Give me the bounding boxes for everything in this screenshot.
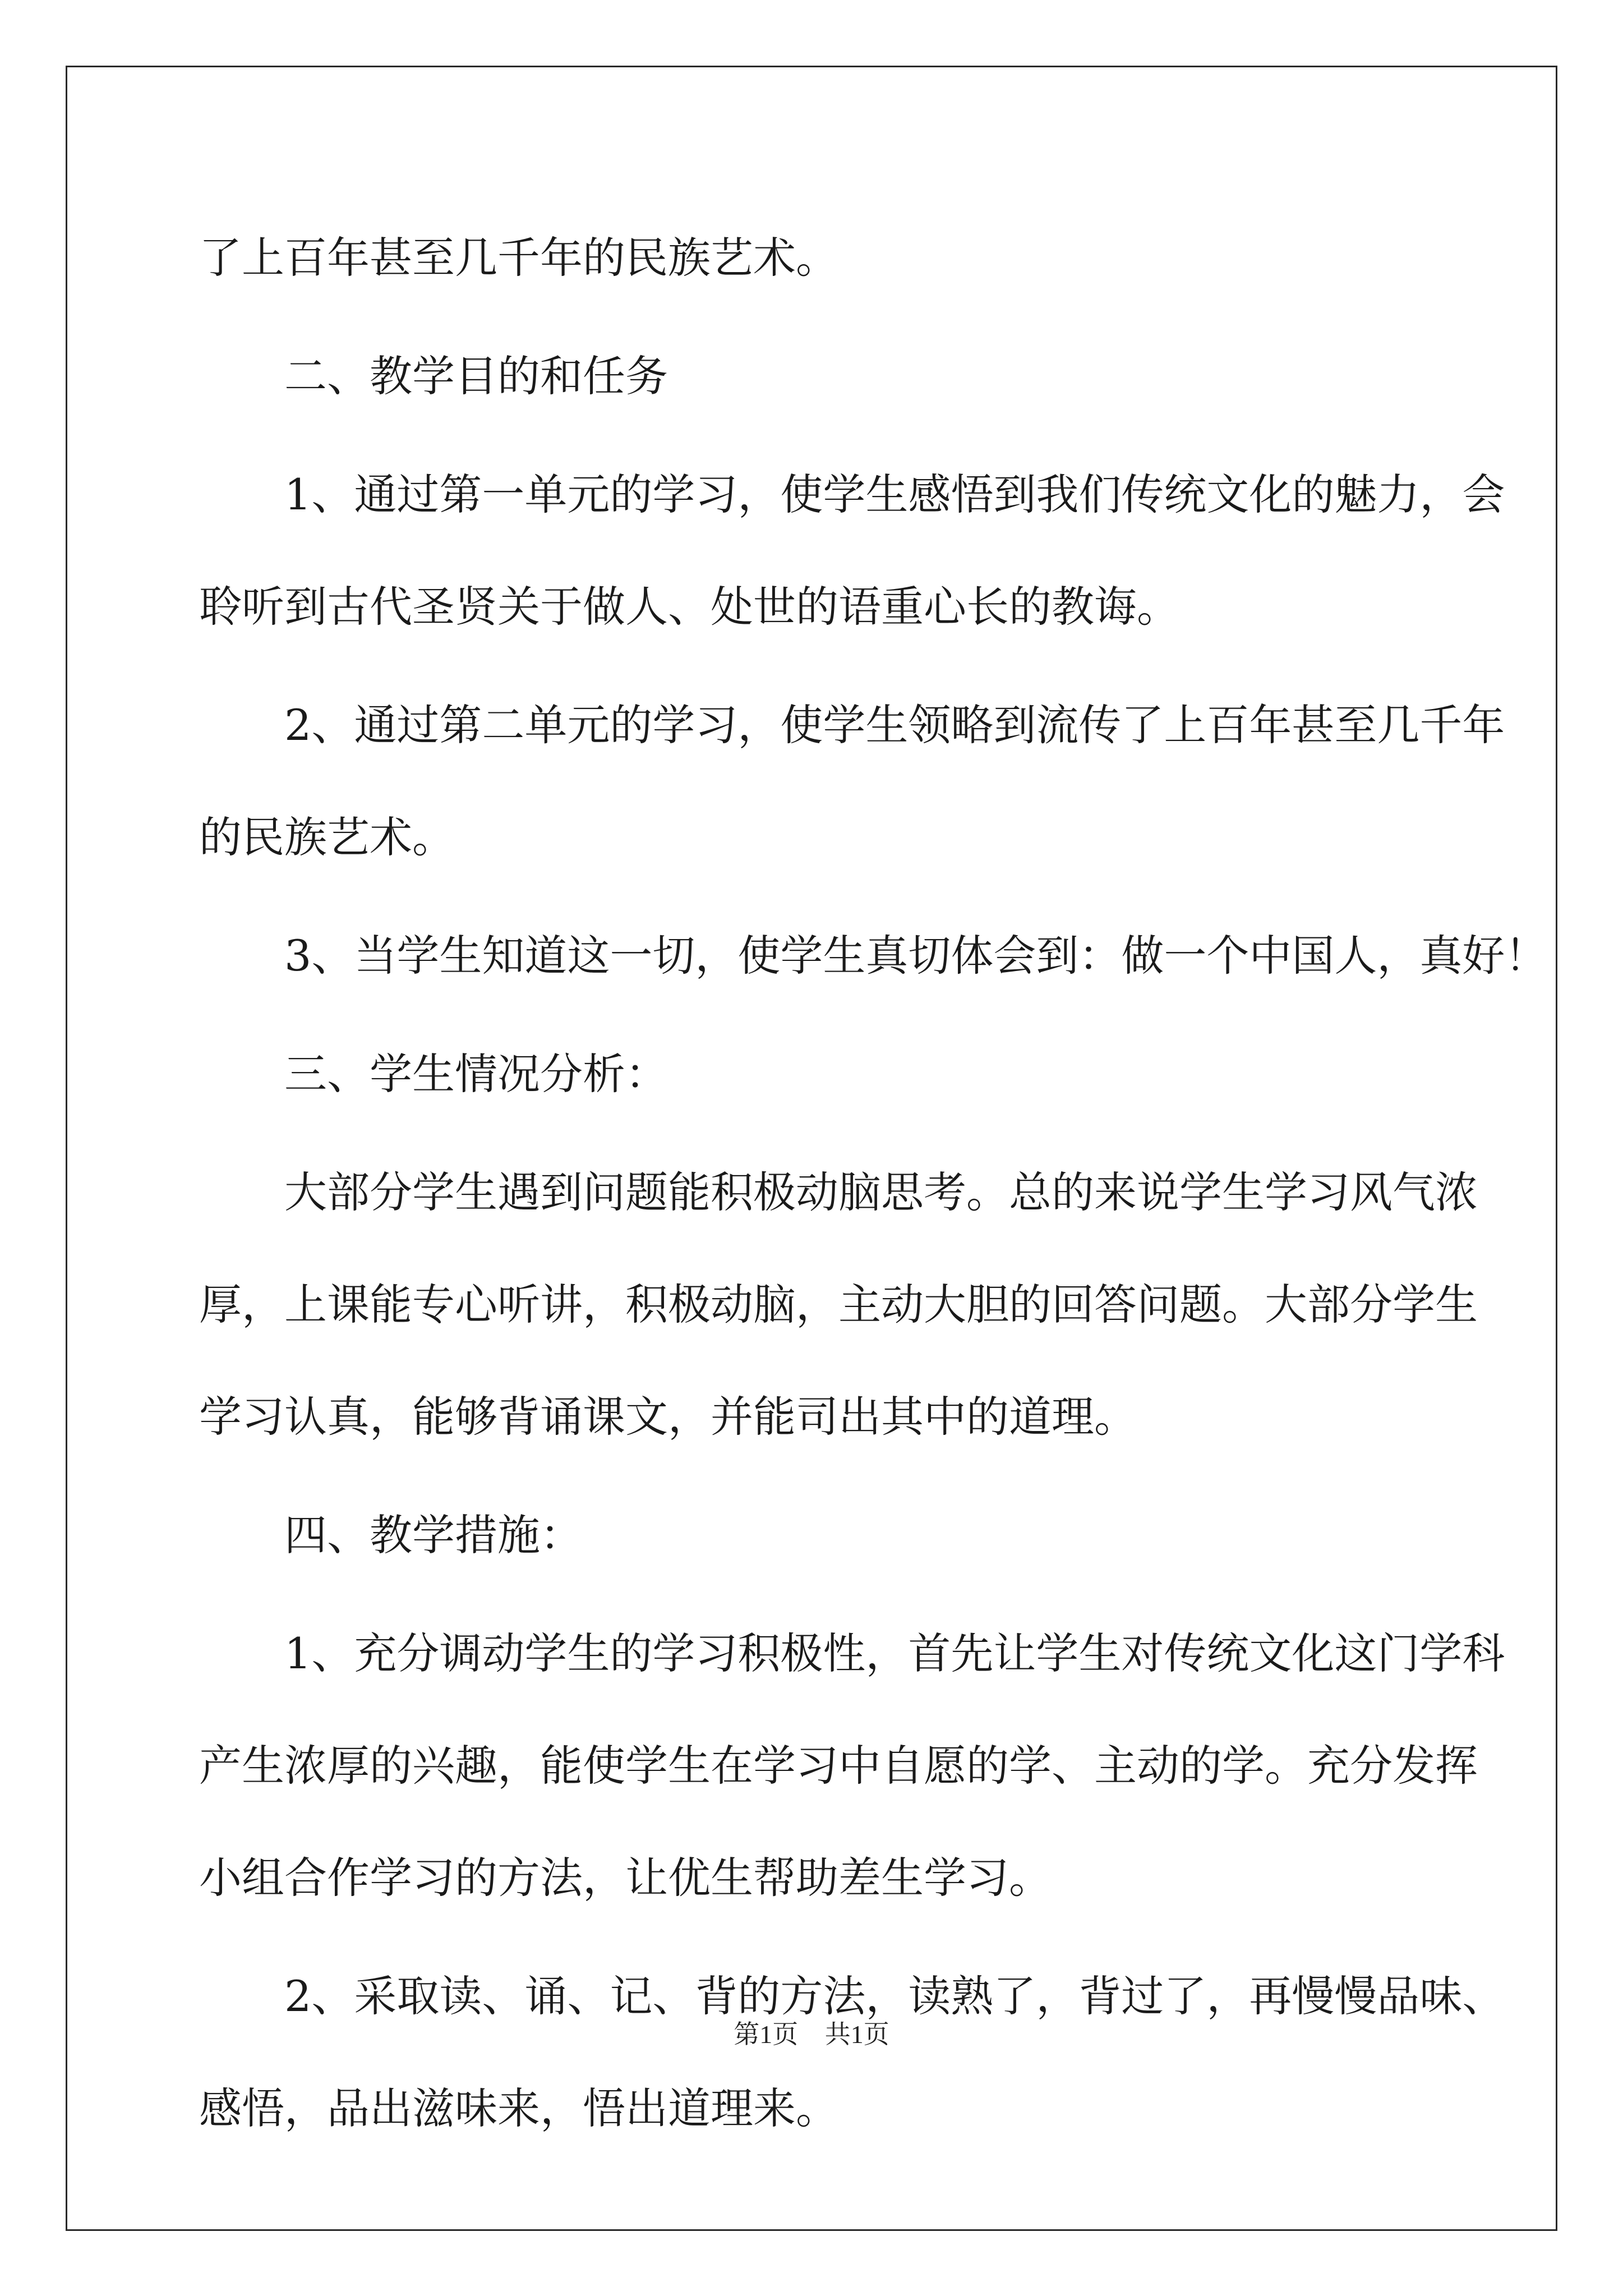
- page-number-total: 共1页: [824, 2020, 889, 2049]
- paragraph: [199, 1598, 1505, 1934]
- text-line: 2、通过第二单元的学习，使学生领略到流传了上百年甚至几千年: [284, 700, 1505, 750]
- text-line: 感悟，品出滋味来，悟出道理来。: [199, 2083, 838, 2133]
- document-body: [199, 202, 1548, 2171]
- paragraph: [199, 202, 1433, 314]
- page-number-current: 第1页: [734, 2020, 799, 2049]
- paragraph: [199, 669, 1505, 894]
- paragraph: [199, 439, 1505, 663]
- paragraph: [199, 1137, 1478, 1473]
- paragraph: [199, 1940, 1505, 2165]
- section-heading: [199, 1018, 1433, 1130]
- text-line: 了上百年甚至几千年的民族艺术。: [199, 233, 838, 283]
- text-line: 产生浓厚的兴趣，能使学生在学习中自愿的学、主动的学。充分发挥: [199, 1741, 1478, 1791]
- text-line: 厚，上课能专心听讲，积极动脑，主动大胆的回答问题。大部分学生: [199, 1280, 1478, 1329]
- page-footer: [0, 2014, 1623, 2051]
- text-line: 1、通过第一单元的学习，使学生感悟到我们传统文化的魅力，会: [284, 470, 1505, 519]
- section-heading: [199, 1479, 1433, 1591]
- text-line: 四、教学措施：: [284, 1510, 583, 1560]
- text-line: 2、采取读、诵、记、背的方法，读熟了，背过了，再慢慢品味、: [284, 1971, 1505, 2021]
- text-line: 三、学生情况分析：: [284, 1049, 668, 1099]
- text-line: 聆听到古代圣贤关于做人、处世的语重心长的教诲。: [199, 582, 1179, 632]
- text-line: 的民族艺术。: [199, 812, 455, 862]
- text-line: 大部分学生遇到问题能积极动脑思考。总的来说学生学习风气浓: [284, 1167, 1478, 1217]
- paragraph: [199, 900, 1548, 1012]
- text-line: 小组合作学习的方法，让优生帮助差生学习。: [199, 1853, 1052, 1903]
- text-line: 学习认真，能够背诵课文，并能司出其中的道理。: [199, 1392, 1137, 1442]
- section-heading: [199, 320, 1433, 432]
- text-line: 1、充分调动学生的学习积极性，首先让学生对传统文化这门学科: [284, 1628, 1505, 1678]
- text-line: 二、教学目的和任务: [284, 351, 668, 401]
- text-line: 3、当学生知道这一切，使学生真切体会到：做一个中国人，真好！: [284, 931, 1548, 981]
